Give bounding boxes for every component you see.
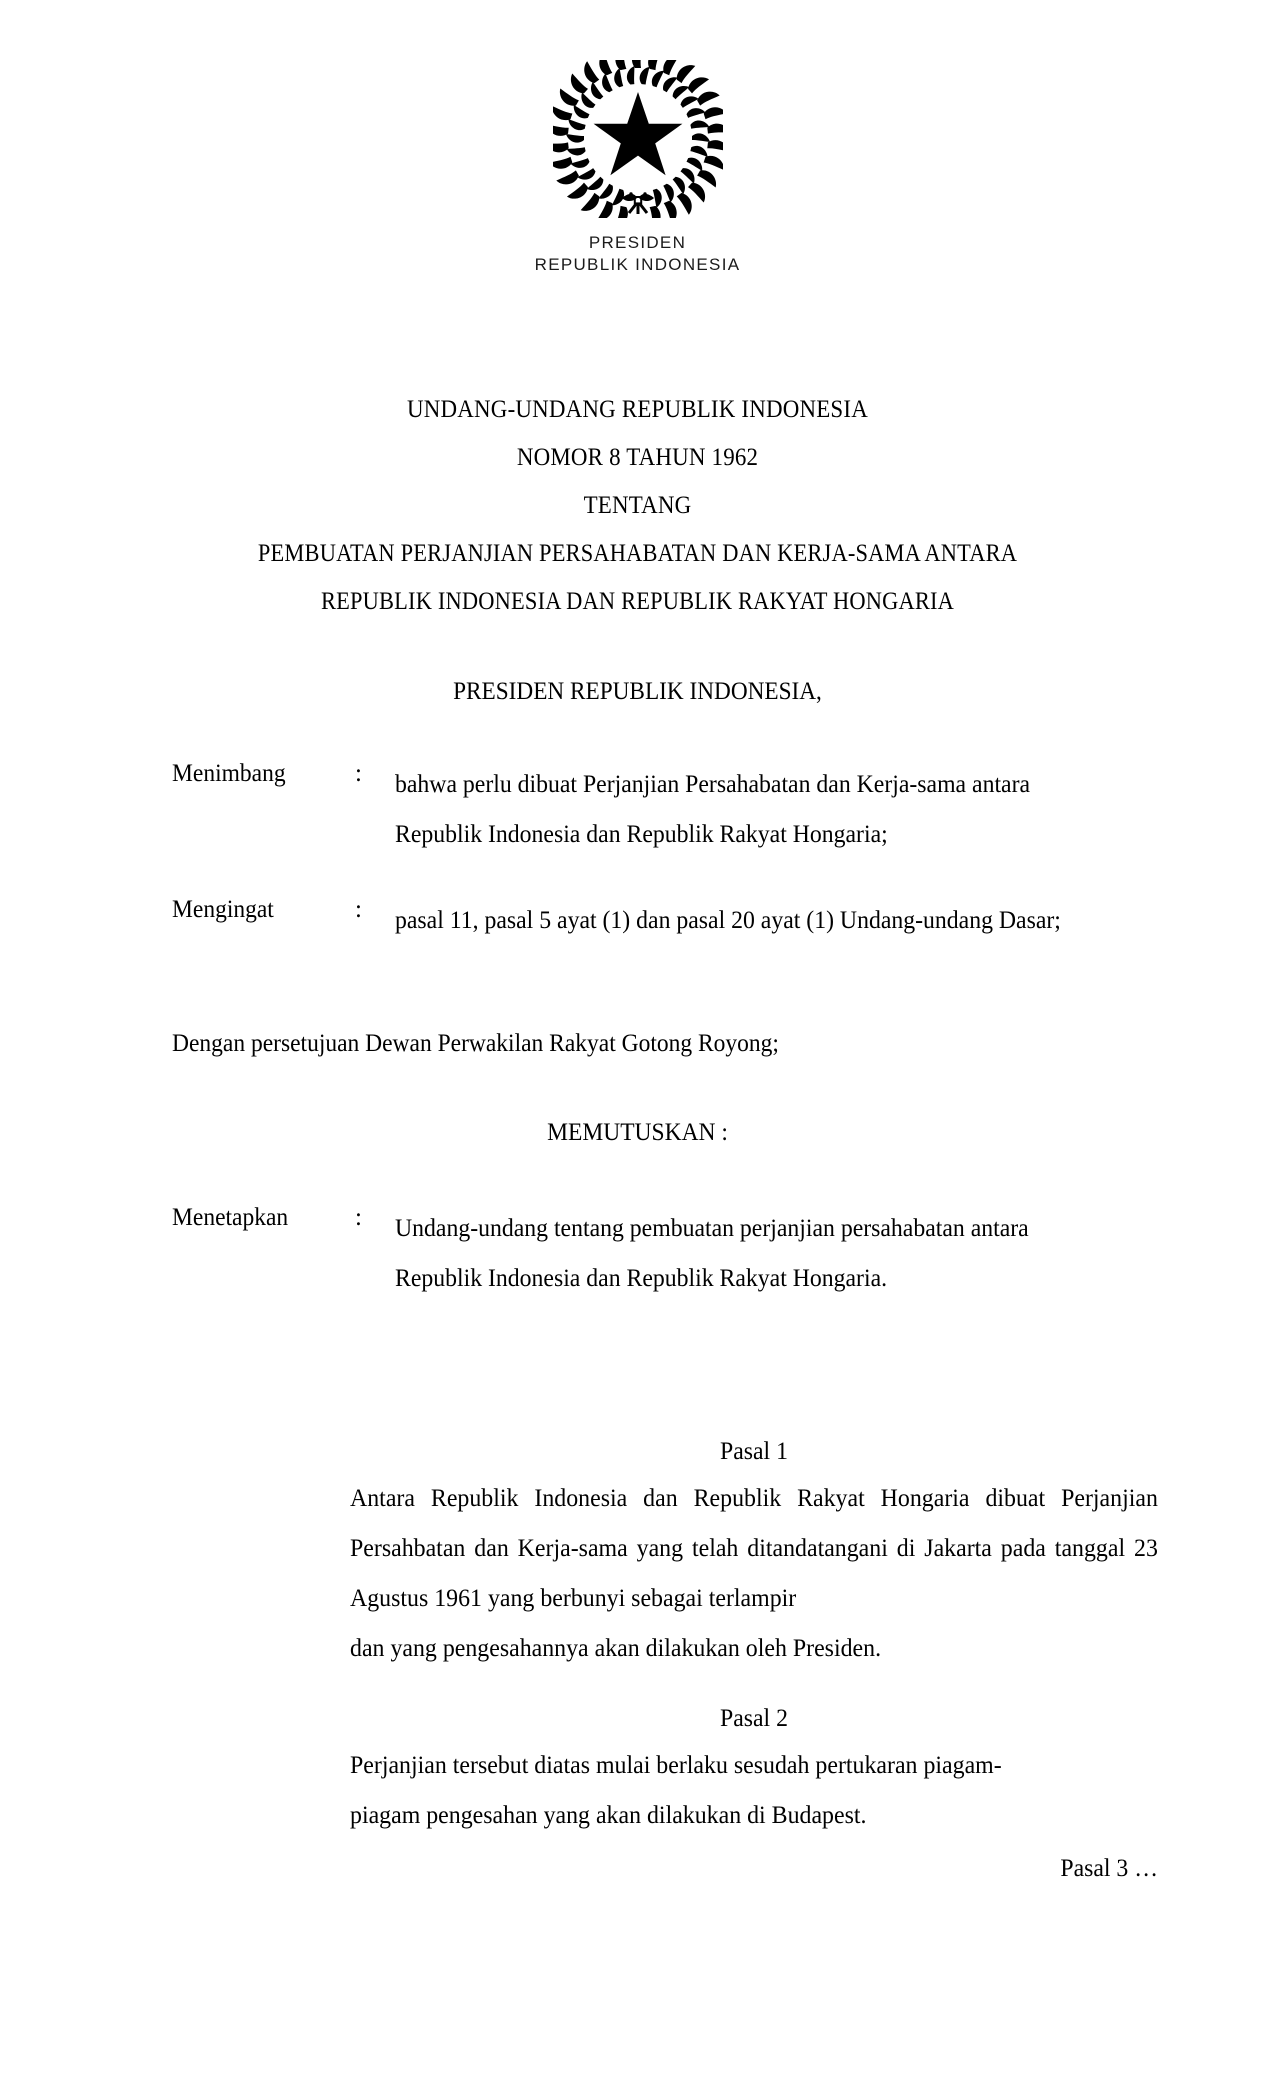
clause-menimbang — [172, 760, 1157, 860]
title-line-law-type: UNDANG-UNDANG REPUBLIK INDONESIA — [407, 394, 868, 423]
article-pasal-2 — [350, 1697, 1158, 1841]
article-pasal-1 — [350, 1430, 1158, 1674]
letterhead-line-presiden: PRESIDEN — [588, 233, 687, 252]
letterhead-line-republik-indonesia: REPUBLIK INDONESIA — [534, 254, 741, 274]
article-body-pasal-2-tail: piagam pengesahan yang akan dilakukan di Budapest. — [350, 1802, 867, 1829]
document-title-block — [0, 385, 1275, 625]
clause-mengingat — [172, 896, 1157, 946]
article-body-pasal-2-main: Perjanjian tersebut diatas mulai berlaku sesudah pertukaran piagam- — [350, 1752, 1002, 1779]
memutuskan-heading: MEMUTUSKAN : — [547, 1119, 728, 1146]
clause-label-mengingat: Mengingat — [172, 896, 274, 923]
indonesian-presidential-seal-icon — [553, 60, 723, 218]
next-page-continuation-marker: Pasal 3 … — [1060, 1855, 1158, 1882]
article-body-pasal-1 — [350, 1474, 1158, 1674]
clause-colon-menetapkan: : — [355, 1204, 362, 1231]
clause-label-menimbang: Menimbang — [172, 760, 286, 787]
clause-label-menetapkan: Menetapkan — [172, 1204, 289, 1231]
clause-body-menimbang — [395, 760, 1275, 860]
title-line-subject-2: REPUBLIK INDONESIA DAN REPUBLIK RAKYAT HONGARIA — [320, 586, 955, 615]
article-body-pasal-1-main: Antara Republik Indonesia dan Republik Rakyat Hongaria dibuat Perjanjian Persahbatan dan Kerja-sama yang telah ditandatangani di Jakarta pada tanggal 23 Agustus 1961 yang berbunyi sebagai terlampir — [350, 1485, 1158, 1612]
clause-colon-mengingat: : — [355, 896, 362, 923]
clause-body-mengingat — [395, 896, 1275, 946]
clause-body-menetapkan-main: Undang-undang tentang pembuatan perjanjian persahabatan antara — [395, 1215, 1029, 1242]
enacting-authority: PRESIDEN REPUBLIK INDONESIA, — [453, 678, 822, 705]
article-body-pasal-1-tail: dan yang pengesahannya akan dilakukan oleh Presiden. — [350, 1635, 882, 1662]
letterhead-caption — [0, 232, 1275, 276]
clause-colon-menimbang: : — [355, 760, 362, 787]
clause-body-mengingat-tail: pasal 11, pasal 5 ayat (1) dan pasal 20 ayat (1) Undang-undang Dasar; — [395, 907, 1061, 934]
article-heading-pasal-1: Pasal 1 — [720, 1438, 788, 1465]
title-line-subject-1: PEMBUATAN PERJANJIAN PERSAHABATAN DAN KERJA-SAMA ANTARA — [257, 538, 1018, 567]
clause-menetapkan — [172, 1204, 1157, 1304]
letterhead — [0, 60, 1275, 276]
clause-body-menimbang-main: bahwa perlu dibuat Perjanjian Persahabatan dan Kerja-sama antara — [395, 771, 1031, 798]
clause-body-menetapkan — [395, 1204, 1275, 1304]
clause-body-menetapkan-tail: Republik Indonesia dan Republik Rakyat Hongaria. — [395, 1265, 888, 1292]
article-heading-pasal-2: Pasal 2 — [720, 1705, 788, 1732]
title-line-about: TENTANG — [583, 490, 692, 519]
title-line-number: NOMOR 8 TAHUN 1962 — [516, 442, 759, 471]
clause-body-menimbang-tail: Republik Indonesia dan Republik Rakyat Hongaria; — [395, 821, 888, 848]
dpr-approval-statement: Dengan persetujuan Dewan Perwakilan Rakyat Gotong Royong; — [172, 1030, 779, 1057]
article-body-pasal-2 — [350, 1741, 1158, 1841]
